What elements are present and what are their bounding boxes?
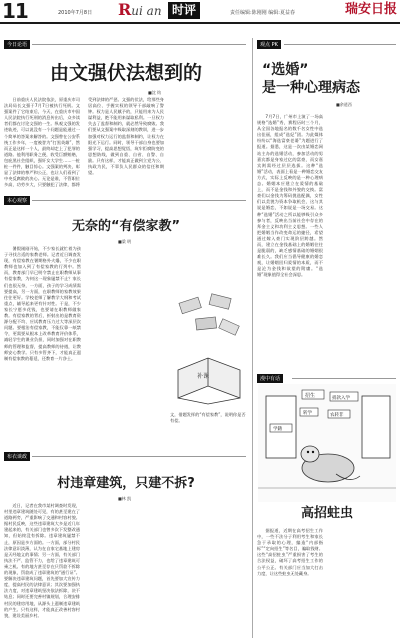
headline-worm: 高招蛀虫 <box>300 506 353 521</box>
column-tag-cartoon: 漫中有话 <box>257 374 283 383</box>
svg-text:捐款入学: 捐款入学 <box>332 396 350 401</box>
book-label: 补课 <box>197 373 210 380</box>
brand-wordmark: Rui an <box>118 0 162 19</box>
page-header <box>0 0 400 24</box>
article-body-right-1: 7月7日，广州市上演了一场高规格“选婚”秀，赛程历时三个月，从全国各地报名的数千名女性中选出佳丽，组成“选妃”团。为此媒体纷纷以“海选富豪老婆”为题进行了报道。据悉，这是一次由某婚恋网站主办的选婚活动，参加活动的男嘉宾都是身家过亿的富豪，而女嘉宾则需经过层层选拔。这种“选婚”活动，表面上看是一种婚恋交友方式，实际上反映的是一种心理病态。婚姻本应建立在爱情的基础上，而不是金钱和外貌的交换。富豪们以金钱为筹码挑选配偶，女性们以美貌为资本争取机会，这与其说是婚恋，不如说是一场交易。这种“选婚”活动之所以能够吸引众多参与者，反映出当前社会中存在的拜金主义和功利主义思想。一些人把婚姻当作改变命运的捷径，希望通过嫁入豪门实现阶层跨越。然而，建立在金钱基础上的婚姻往往是脆弱的，缺乏感情基础的婚姻很难长久。我们应当倡导健康的婚恋观，让婚姻回归爱情的本质，而不是沦为金钱和欲望的附庸。“选婚”现象值得全社会深思。 <box>257 114 323 278</box>
cartoon-caption: 文，借题发挥的“有偿家教”，说明你是否有偿。 <box>170 412 246 423</box>
byline-3: ■林 凯 <box>118 496 132 501</box>
issue-date: 2010年7月8日 <box>58 10 93 16</box>
headline-marriage-line2: 是一种心理病态 <box>262 80 360 96</box>
byline-1: ■沈 钩 <box>148 90 162 95</box>
tag-rule <box>32 200 246 201</box>
headline-tutoring: 无奈的“有偿家教” <box>71 219 181 234</box>
article-body-3: 近日，记者在我市某村调查时发现，村里违章建筑随处可见，有的甚至建在了道路两旁，严重影响了交通和村容村貌。据村民反映，这些违章建筑大多是近几年建起来的，有关部门也曾多次下发整改通知，但始终没有拆除。违章建筑屡禁不止，原因是多方面的。一方面，部分村民法律意识淡薄，认为在自家宅基地上建房是天经地义的事情；另一方面，有关部门执法不严、监管不力，也给了违章建筑可乘之机。有的地方甚至存在只罚款不拆除的现象，罚款成了违章建筑的“通行证”。要解决违章建筑问题，首先要加大宣传力度，提高村民的法律意识；其次要加强执法力度，对违章建筑坚决依法拆除，决不姑息；同时还要完善村镇规划，合理安排村民的建房用地，从源头上遏制违章建筑的产生。只有这样，才能真正改善村容村貌，建设美丽乡村。 <box>4 503 80 618</box>
byline-right-1: ■余道西 <box>336 102 352 107</box>
column-tag-today: 今日论语 <box>4 40 30 49</box>
svg-text:农转非: 农转非 <box>330 413 344 418</box>
article-body-2: 暑假刚刚开始，不少家长就忙着为孩子寻找合适的家教老师。记者近日调查发现，有偿家教在暑期格外火爆，不少在职教师也加入到了有偿家教的行列中。然而，教育部门早已明令禁止在职教师从事有偿家教，为何这一现象屡禁不止？家长们也很无奈，一方面，孩子的学习成绩需要提高，另一方面，在职教师的家教效果往往更好。学校老师了解教学大纲和考试重点，辅导起来更有针对性。于是，不少家长宁愿多花钱，也要请在职教师做家教。有偿家教的背后，折射出的是教育资源分配不均、应试教育压力过大等深层次问题。要根治有偿家教，不能仅靠一纸禁令，更需要从根本上改革教育评价体系，减轻学生的课业负担，同时加强对在职教师的管理和监督，提高教师的待遇，让教师安心教学。只有多管齐下，才能真正遏制有偿家教的蔓延，还教育一片净土。 <box>4 246 81 361</box>
cartoon-body: 据报道，近期在高考招生工作中，一些不法分子利用考生和家长急于录取的心理，编造“内部指标”“定向招生”等名目，骗取钱财。这些“高招蛀虫”严重损害了考生的合法权益，破坏了高考招生工作的公平公正。有关部门应当加大打击力度，让这些蛀虫无处藏身。 <box>257 528 323 576</box>
tag-rule <box>32 44 246 45</box>
section-title: 时评 <box>168 2 200 19</box>
page-number: 11 <box>2 0 28 23</box>
column-tag-pk: 观点 PK <box>257 40 281 49</box>
tutoring-cartoon <box>170 292 248 412</box>
admissions-worm-cartoon <box>258 384 396 502</box>
tag-rule <box>292 378 396 379</box>
byline-2: ■梁 明 <box>118 239 132 244</box>
svg-text:招生: 招生 <box>305 393 316 399</box>
headline-wen-qiang: 由文强伏法想到的 <box>49 62 202 84</box>
column-tag-politics: 布衣谈政 <box>4 452 30 461</box>
article-body-1: 日前重庆人民法院依法，原重庆市司法局局长文强于7月7日被执行死刑。文强案件了它结束后，今天，在重庆市中国人民法院执行死刑的消息传出后，众多读者们都在讨论文强的一生。纵观文强的发迹轨迹，可以说没有一个问题是能通过一个简单的答案来解答的。文强曾在公安系统工作多年，一度被誉为“打黑英雄”，然而正是这样一个人，最终却走上了犯罪的道路。他利用职务之便，收受巨额贿赂，包庇黑社会组织，强奸女大学生……一桩桩一件件，触目惊心。文强案的判决，彰显了法律的尊严和公正，也让人们看到了中央反腐败的决心。无论是谁，不管职位多高，功劳多大，只要触犯了法律，都将受到法律的严惩。文强的伏法，给那些身居高位、手握实权的领导干部敲响了警钟。权力是人民赋予的，只能用来为人民谋利益，绝不能用来谋取私利。一旦权力失去了监督和制约，就必然导致腐败。我们要从文强案中吸取深刻的教训，进一步加强对权力运行的监督和制约，让权力在阳光下运行。同时，领导干部自身也要加强学习，提高思想觉悟，筑牢拒腐防变的思想防线，做到自重、自省、自警、自励。只有这样，才能真正做到立党为公、执政为民，不辜负人民群众的信任和期望。 <box>4 97 164 188</box>
newspaper-logo: 瑞安日报 <box>344 2 397 17</box>
editor-credits: 责任编辑:陈刚刚 编辑:夏益春 <box>230 10 295 16</box>
open-book-icon <box>178 358 240 404</box>
headline-marriage-line1: “选婚” <box>262 62 309 78</box>
svg-text:转学: 转学 <box>303 411 312 416</box>
svg-text:学籍: 学籍 <box>273 427 282 432</box>
tag-rule <box>284 44 396 45</box>
tag-rule <box>32 456 246 457</box>
column-tag-observe: 本心观察 <box>4 196 30 205</box>
column-divider <box>252 38 253 638</box>
headline-illegal-buildings: 村违章建筑，只建不拆? <box>57 476 195 491</box>
falling-cash-icon <box>179 294 239 335</box>
